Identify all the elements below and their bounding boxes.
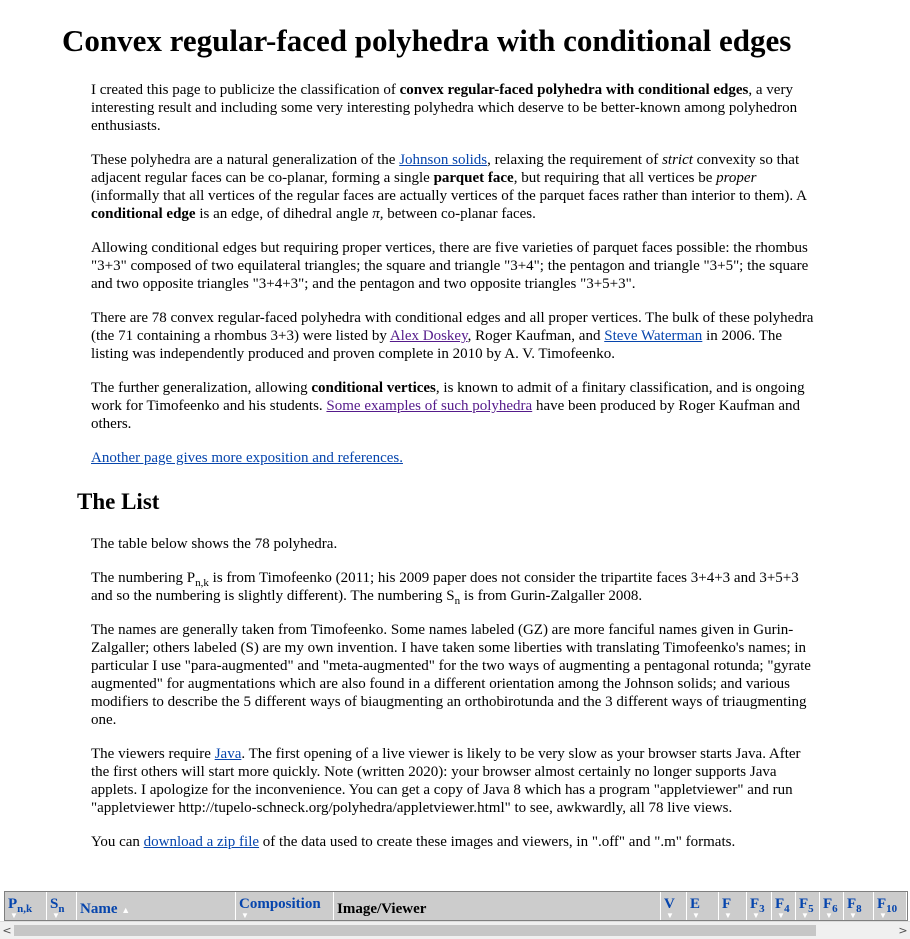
column-header-sn[interactable]: $S_n$ ▼ [47, 892, 77, 920]
steve-waterman-link[interactable]: Steve Waterman [604, 328, 703, 344]
scroll-right-icon[interactable]: > [898, 924, 908, 937]
intro-section [91, 81, 821, 483]
sort-arrow-icon: ▼ [879, 911, 887, 920]
intro-paragraph-3: Allowing conditional edges but requiring proper vertices, there are five varieties of parquet faces possible: the rhombus "3+3" composed of two equilateral triangles; the square and triangle "3+4"; the pentagon and triangle "3+5"; the square and two opposite triangles "3+4+3"; and the pentagon and two opposite triangles "3+5+3". [91, 240, 809, 292]
list-paragraph-5: You can download a zip file of the data used to create these images and viewers, in ".off" and ".m" formats. [91, 834, 736, 850]
intro-paragraph-4: There are 78 convex regular-faced polyhedra with conditional edges and all proper vertices. The bulk of these polyhedra (the 71 containing a rhombus 3+3) were listed by Alex Doskey, Roger Kaufman, and Steve Waterman in 2006. The listing was independently produced and proven complete in 2010 by A. V. Timofeenko. [91, 310, 814, 362]
list-paragraph-3: The names are generally taken from Timofeenko. Some names labeled (GZ) are more fanciful names given in Gurin-Zalgaller; others labeled (S) are my own invention. I have taken some liberties with translating Timofeenko's names; in particular I use "para-augmented" and "meta-augmented" for the two ways of augmenting a pentagonal rotunda; "gyrate augmented" for augmentations which are also found in a different orientation among the Johnson solids; and various modifiers to describe the 5 different ways of biaugmenting an orthobirotunda and the 3 different ways of triaugmenting one. [91, 622, 811, 728]
column-header-name[interactable]: Name ▲ [77, 892, 236, 920]
list-paragraph-4: The viewers require Java. The first opening of a live viewer is likely to be very slow as your browser starts Java. After the first others will start more quickly. Note (written 2020): your browser almost certainly no longer supports Java applets. I apologize for the inconvenience. You can get a copy of Java 8 which has a program "appletviewer" and run "appletviewer http://tupelo-schneck.org/polyhedra/appletviewer.html" to see, awkwardly, all 78 live views. [91, 746, 801, 816]
intro-paragraph-1: I created this page to publicize the classification of convex regular-faced polyhedra with conditional edges, a very interesting result and including some very interesting polyhedra which deserve to be better-known among polyhedron enthusiasts. [91, 82, 798, 134]
sort-arrow-icon: ▼ [10, 911, 18, 920]
polyhedra-table [0, 889, 910, 921]
scrollbar-thumb[interactable] [14, 925, 816, 936]
list-paragraph-2: The numbering $P_{n,k}$ is from Timofeenko (2011; his 2009 paper does not consider the tripartite faces 3+4+3 and 3+5+3 and so the numbering is slightly different). The numbering $S_n$ is from Gurin-Zalgaller 2008. [91, 570, 799, 607]
horizontal-scrollbar[interactable] [0, 921, 910, 939]
column-header-f4[interactable]: $F_4$ ▼ [772, 892, 796, 920]
sort-arrow-icon: ▼ [825, 911, 833, 920]
another-page-link[interactable]: Another page gives more exposition and references. [91, 450, 403, 466]
java-link[interactable]: Java [214, 746, 242, 762]
sort-arrow-icon: ▼ [849, 911, 857, 920]
sort-arrow-icon: ▼ [752, 911, 760, 920]
sort-arrow-icon: ▼ [52, 911, 60, 920]
list-paragraph-1: The table below shows the 78 polyhedra. [91, 536, 338, 552]
column-header-f8[interactable]: $F_8$ ▼ [844, 892, 874, 920]
column-header-f[interactable]: F ▼ [719, 892, 747, 920]
table-header-row [4, 891, 908, 921]
sort-arrow-icon: ▼ [666, 911, 674, 920]
scroll-left-icon[interactable]: < [2, 924, 12, 937]
column-header-v[interactable]: V ▼ [661, 892, 687, 920]
sort-arrow-icon: ▼ [692, 911, 700, 920]
examples-link[interactable]: Some examples of such polyhedra [326, 398, 533, 414]
column-header-f5[interactable]: $F_5$ ▼ [796, 892, 820, 920]
sort-arrow-icon: ▲ [121, 905, 131, 915]
column-header-pnk[interactable]: $P_{n,k}$ ▼ [5, 892, 47, 920]
sort-arrow-icon: ▼ [801, 911, 809, 920]
column-header-f10[interactable]: $F_{10}$ ▼ [874, 892, 907, 920]
column-header-composition[interactable]: Composition ▼ [236, 892, 334, 920]
intro-paragraph-2: These polyhedra are a natural generalization of the Johnson solids, relaxing the requirement of strict convexity so that adjacent regular faces can be co-planar, forming a single parquet face, but requiring that all vertices be proper (informally that all vertices of the regular faces are actually vertices of the parquet faces rather than interior to them). A conditional edge is an edge, of dihedral angle π, between co-planar faces. [91, 152, 807, 222]
intro-paragraph-6 [91, 449, 821, 467]
alex-doskey-link[interactable]: Alex Doskey [389, 328, 468, 344]
download-zip-link[interactable]: download a zip file [143, 834, 260, 850]
column-header-e[interactable]: E ▼ [687, 892, 719, 920]
intro-paragraph-5: The further generalization, allowing conditional vertices, is known to admit of a finitary classification, and is ongoing work for Timofeenko and his students. Some examples of such polyhedra have been produced by Roger Kaufman and others. [91, 380, 805, 432]
sort-arrow-icon: ▼ [241, 911, 249, 920]
column-header-f6[interactable]: $F_6$ ▼ [820, 892, 844, 920]
column-header-image-viewer: Image/Viewer [334, 892, 661, 920]
page-title: Convex regular-faced polyhedra with conditional edges [62, 23, 792, 58]
sort-arrow-icon: ▼ [724, 911, 732, 920]
sort-arrow-icon: ▼ [777, 911, 785, 920]
johnson-solids-link[interactable]: Johnson solids [399, 152, 488, 168]
list-heading: The List [77, 489, 160, 514]
list-section [91, 535, 821, 867]
column-header-f3[interactable]: $F_3$ ▼ [747, 892, 772, 920]
